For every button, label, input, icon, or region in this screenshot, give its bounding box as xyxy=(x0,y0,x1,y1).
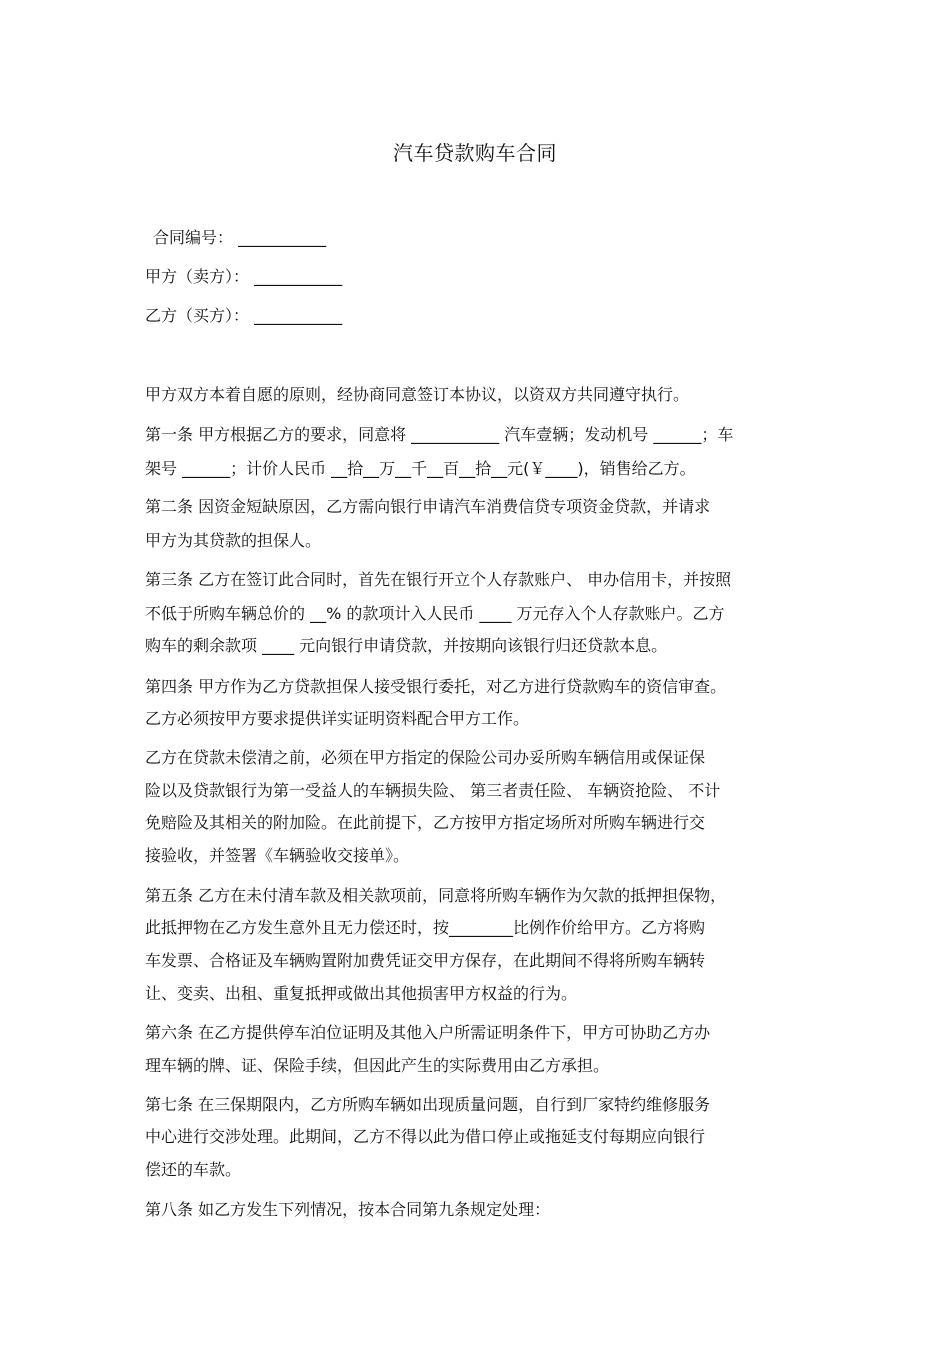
document-title: 汽车贷款购车合同 xyxy=(393,141,557,165)
body-line: 偿还的车款。 xyxy=(145,1160,242,1179)
body-line: 险以及贷款银行为第一受益人的车辆损失险、 第三者责任险、 车辆资抢险、 不计 xyxy=(145,781,721,800)
body-line: 第三条 乙方在签订此合同时，首先在银行开立个人存款账户、 申办信用卡，并按照 xyxy=(145,570,732,589)
body-line: 甲方为其贷款的担保人。 xyxy=(145,531,322,550)
body-line: 甲方双方本着自愿的原则，经协商同意签订本协议，以资双方共同遵守执行。 xyxy=(145,385,690,404)
party-a-field: 甲方（卖方）： ___________ xyxy=(145,267,343,286)
body-line: 第五条 乙方在未付清车款及相关款项前，同意将所购车辆作为欠款的抵押担保物， xyxy=(145,886,727,905)
body-line: 乙方在贷款未偿清之前，必须在甲方指定的保险公司办妥所购车辆信用或保证保 xyxy=(145,748,706,767)
body-line: 车发票、合格证及车辆购置附加费凭证交甲方保存，在此期间不得将所购车辆转 xyxy=(145,951,706,970)
body-line: 架号 ______；计价人民币 __拾__万__千__百__拾__元(￥____)，销售给乙方。 xyxy=(145,459,696,478)
party-b-field: 乙方（买方）： ___________ xyxy=(145,306,343,325)
body-line: 第二条 因资金短缺原因，乙方需向银行申请汽车消费信贷专项资金贷款，并请求 xyxy=(145,497,711,516)
body-line: 让、变卖、出租、重复抵押或做出其他损害甲方权益的行为。 xyxy=(145,984,578,1003)
body-line: 中心进行交涉处理。此期间，乙方不得以此为借口停止或拖延支付每期应向银行 xyxy=(145,1127,706,1146)
body-line: 此抵押物在乙方发生意外且无力偿还时，按________比例作价给甲方。乙方将购 xyxy=(145,918,706,937)
body-line: 第六条 在乙方提供停车泊位证明及其他入户所需证明条件下，甲方可协助乙方办 xyxy=(145,1023,711,1042)
body-line: 购车的剩余款项 ____ 元向银行申请贷款，并按期向该银行归还贷款本息。 xyxy=(145,636,668,655)
body-line: 不低于所购车辆总价的 __% 的款项计入人民币 ____ 万元存入个人存款账户。乙方 xyxy=(145,604,725,623)
body-line: 理车辆的牌、证、保险手续，但因此产生的实际费用由乙方承担。 xyxy=(145,1056,610,1075)
body-line: 免赔险及其相关的附加险。在此前提下，乙方按甲方指定场所对所购车辆进行交 xyxy=(145,813,706,832)
body-line: 第八条 如乙方发生下列情况，按本合同第九条规定处理： xyxy=(145,1200,551,1219)
contract-number-field: 合同编号： ___________ xyxy=(153,228,327,247)
body-line: 第四条 甲方作为乙方贷款担保人接受银行委托，对乙方进行贷款购车的资信审查。 xyxy=(145,677,727,696)
body-line: 第一条 甲方根据乙方的要求，同意将 ___________ 汽车壹辆；发动机号 ______；车 xyxy=(145,425,734,444)
body-line: 接验收，并签署《车辆验收交接单》。 xyxy=(145,846,410,865)
body-line: 乙方必须按甲方要求提供详实证明资料配合甲方工作。 xyxy=(145,709,530,728)
body-line: 第七条 在三保期限内，乙方所购车辆如出现质量问题，自行到厂家特约维修服务 xyxy=(145,1095,711,1114)
